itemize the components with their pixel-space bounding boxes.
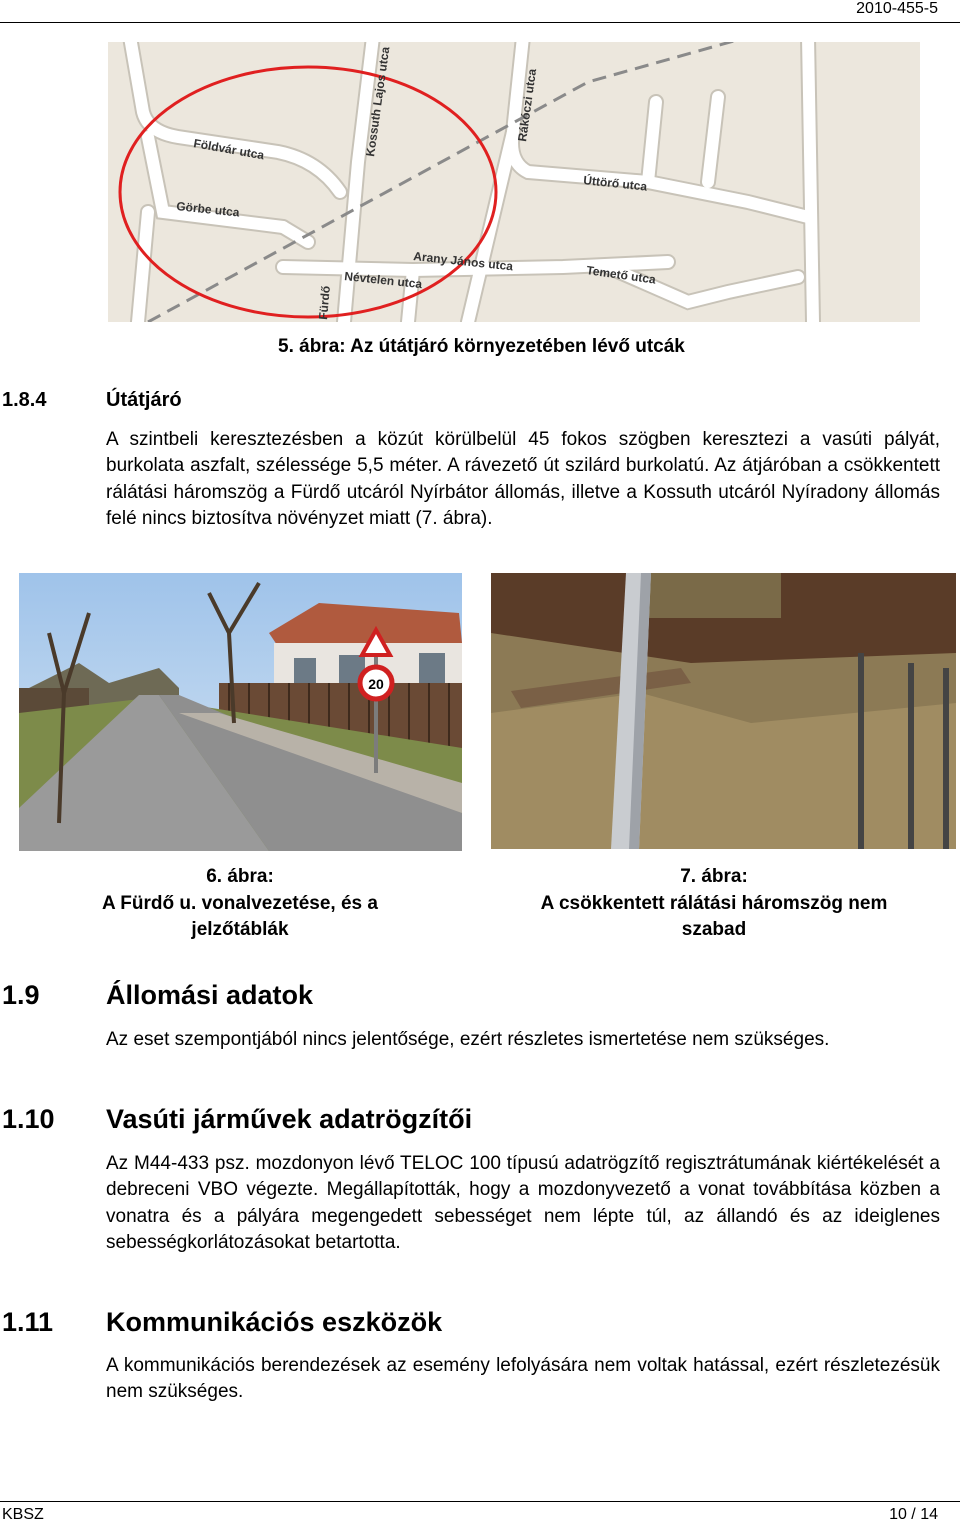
page-number: 10 / 14	[889, 1506, 938, 1523]
section-1-11-number: 1.11	[2, 1307, 54, 1337]
figure-6-caption	[40, 864, 440, 944]
map-label-rakoczi: Rákóczi utca	[515, 67, 540, 143]
section-1-9-title: Állomási adatok	[106, 980, 314, 1010]
map-label-nevtelen: Névtelen utca	[343, 269, 423, 292]
document-code: 2010-455-5	[856, 0, 938, 17]
map-label-uttoro: Úttörő utca	[582, 173, 648, 194]
footer-organization: KBSZ	[2, 1506, 44, 1523]
figure-6-caption-line2: A Fürdő u. vonalvezetése, és a	[102, 892, 378, 914]
footer-rule	[0, 1501, 960, 1502]
section-1-10-number: 1.10	[2, 1104, 55, 1134]
figure-6-photo	[19, 573, 462, 851]
section-1-10-title: Vasúti járművek adatrögzítői	[106, 1104, 473, 1134]
section-1-8-4-number: 1.8.4	[2, 389, 47, 411]
figure-7-caption	[490, 864, 938, 944]
street-map	[108, 42, 920, 322]
map-label-gorbe: Görbe utca	[175, 199, 241, 220]
section-1-9-paragraph: Az eset szempontjából nincs jelentősége, ezért részletes ismertetése nem szükséges.	[106, 1029, 830, 1050]
figure-6-caption-line3: jelzőtáblák	[191, 919, 289, 940]
figure-7-caption-line3: szabad	[681, 919, 747, 940]
figure-6-caption-line1: 6. ábra:	[206, 866, 274, 887]
speed-limit-sign-text: 20	[368, 676, 384, 692]
map-label-furdo: Fürdő	[316, 285, 333, 321]
section-1-11-paragraph: A kommunikációs berendezések az esemény lefolyására nem voltak hatással, ezért részletezésük nem szükséges.	[106, 1355, 940, 1403]
map-label-arany: Arany János utca	[412, 249, 514, 274]
figure-7-caption-line2: A csökkentett rálátási háromszög nem	[540, 892, 888, 914]
figure-5-caption: 5. ábra: Az útátjáró környezetében lévő utcák	[278, 336, 685, 357]
section-1-11-title: Kommunikációs eszközök	[106, 1307, 443, 1337]
section-1-8-4-title: Útátjáró	[106, 389, 182, 411]
header-rule	[0, 22, 960, 23]
section-1-10-paragraph: Az M44-433 psz. mozdonyon lévő TELOC 100 típusú adatrögzítő regisztrátumának kiértékelését a debreceni VBO végezte. Megállapították, hogy a mozdonyvezető a vonat továbbítása közben a vonatra és a pályára megengedett sebességet nem lépte túl, az állandó és az ideiglenes sebességkorlátozásokat betartotta.	[106, 1153, 940, 1254]
figure-7-caption-line1: 7. ábra:	[680, 866, 748, 887]
figure-7-photo	[491, 573, 956, 849]
map-label-foldvar: Földvár utca	[192, 136, 266, 163]
map-label-kossuth: Kossuth Lajos utca	[363, 45, 393, 158]
section-1-9-number: 1.9	[2, 980, 40, 1010]
map-label-temeto: Temető utca	[585, 263, 657, 287]
section-1-8-4-paragraph: A szintbeli keresztezésben a közút körülbelül 45 fokos szögben keresztezi a vasúti pályát, burkolata aszfalt, szélessége 5,5 méter. A rávezető út szilárd burkolatú. Az átjáróban a csökkentett rálátási háromszög a Fürdő utcáról Nyírbátor állomás, illetve a Kossuth utcáról Nyíradony állomás felé nincs biztosítva növényzet miatt (7. ábra).	[106, 429, 940, 530]
